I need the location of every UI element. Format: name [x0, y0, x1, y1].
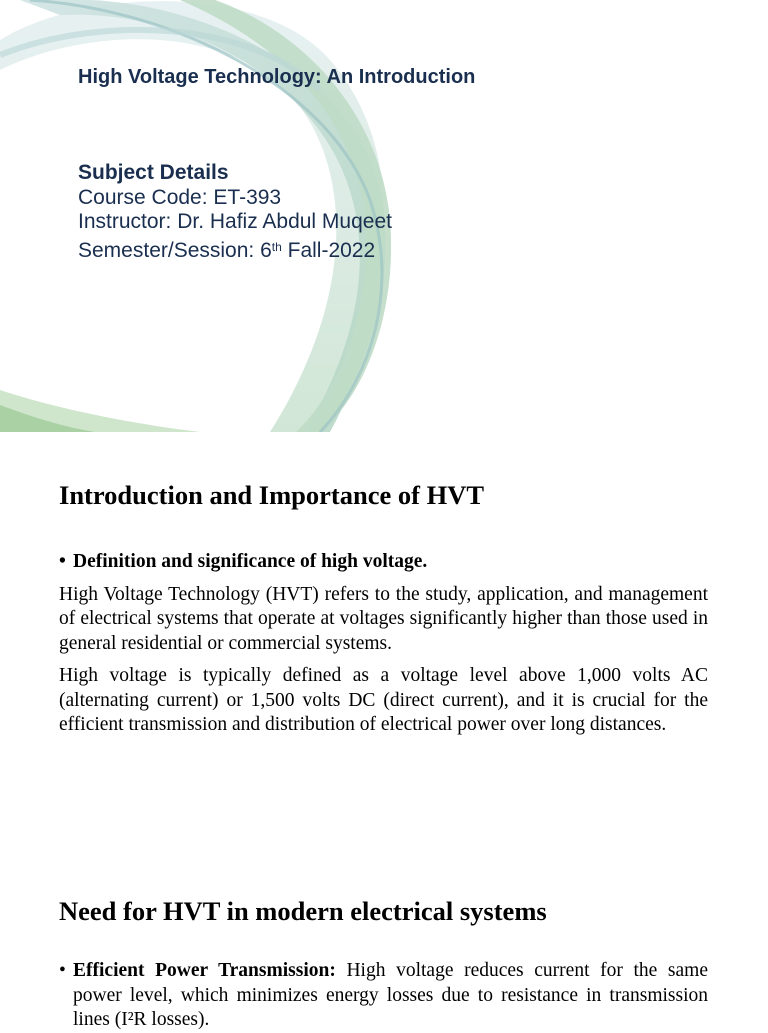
- bullet-dot-icon: •: [59, 960, 66, 981]
- course-code: Course Code: ET-393: [78, 185, 282, 209]
- bullet-text: Definition and significance of high voltage.: [73, 551, 428, 572]
- cover-slide: [0, 0, 768, 432]
- cover-title: High Voltage Technology: An Introduction: [78, 66, 476, 88]
- section-need-for-hvt-body: [59, 959, 708, 1033]
- paragraph: High voltage is typically defined as a voltage level above 1,000 volts AC (alternating current) or 1,500 volts DC (direct current), and it is crucial for the efficient transmission and distribution of electrical power over long distances.: [59, 665, 708, 735]
- subject-details: [78, 161, 392, 263]
- subject-heading: Subject Details: [78, 161, 229, 184]
- bullet-text: High voltage reduces current for the same power level, which minimizes energy losses due to resistance in transmission lines (I²R losses).: [73, 960, 708, 1030]
- bullet-label: Efficient Power Transmission:: [73, 960, 336, 981]
- paragraph: High Voltage Technology (HVT) refers to the study, application, and management of electrical systems that operate at voltages significantly higher than those used in general residential or commercial systems.: [59, 583, 708, 654]
- instructor: Instructor: Dr. Hafiz Abdul Muqeet: [78, 210, 392, 233]
- bullet-dot-icon: •: [59, 551, 66, 572]
- semester-superscript: th: [271, 239, 282, 254]
- semester-suffix: Fall-2022: [281, 238, 376, 262]
- section-title: Introduction and Importance of HVT: [59, 480, 485, 510]
- section-introduction-body: [59, 550, 708, 738]
- bullet-item: [59, 550, 708, 575]
- section-title: Need for HVT in modern electrical systems: [59, 896, 547, 926]
- section-introduction: [59, 480, 708, 511]
- semester-prefix: Semester/Session: 6: [78, 238, 272, 262]
- section-need-for-hvt: [59, 896, 708, 927]
- bullet-item: [59, 959, 708, 1033]
- semester-session: [78, 235, 392, 264]
